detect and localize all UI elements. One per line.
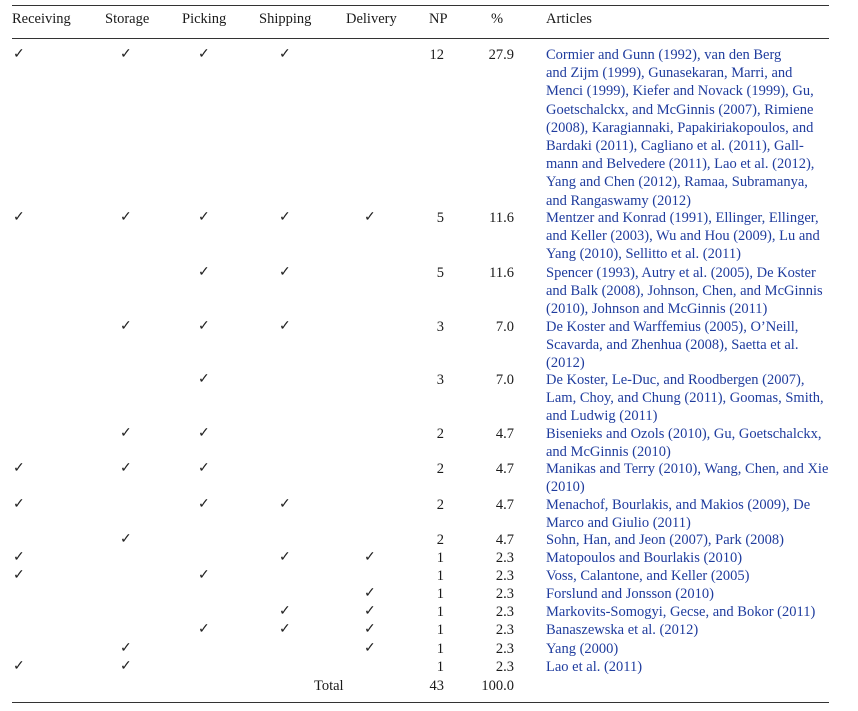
check-storage-icon: ✓ <box>120 641 132 656</box>
article-line: Lam, Choy, and Chung (2011), Goomas, Smith, <box>546 390 824 407</box>
articles-cell <box>546 264 830 319</box>
article-line: Manikas and Terry (2010), Wang, Chen, and Xie <box>546 461 829 477</box>
check-shipping-icon: ✓ <box>279 604 291 619</box>
check-receiving-icon: ✓ <box>13 497 25 512</box>
header-shipping: Shipping <box>259 11 312 27</box>
article-line: and Zijm (1999), Gunasekaran, Marri, and <box>546 65 793 82</box>
check-picking-icon: ✓ <box>198 461 210 476</box>
percent-value: 2.3 <box>495 604 514 620</box>
percent-value: 2.3 <box>495 550 514 566</box>
np-value: 1 <box>436 604 444 620</box>
check-delivery-icon: ✓ <box>364 210 376 225</box>
check-shipping-icon: ✓ <box>279 319 291 334</box>
check-storage-icon: ✓ <box>120 426 132 441</box>
np-value: 2 <box>436 426 444 442</box>
total-label: Total <box>314 678 344 694</box>
check-receiving-icon: ✓ <box>13 461 25 476</box>
article-line: Mentzer and Konrad (1991), Ellinger, Ellinger, <box>546 210 819 226</box>
np-value: 5 <box>436 265 444 281</box>
check-receiving-icon: ✓ <box>13 659 25 674</box>
check-picking-icon: ✓ <box>198 47 210 62</box>
check-delivery-icon: ✓ <box>364 550 376 565</box>
check-picking-icon: ✓ <box>198 426 210 441</box>
percent-value: 11.6 <box>489 210 514 226</box>
check-receiving-icon: ✓ <box>13 568 25 583</box>
check-storage-icon: ✓ <box>120 210 132 225</box>
articles-cell <box>546 549 830 567</box>
article-line: and Balk (2008), Johnson, Chen, and McGinnis <box>546 283 823 300</box>
article-line: Goetschalckx, and McGinnis (2007), Rimiene <box>546 101 814 118</box>
article-line: and Keller (2003), Wu and Hou (2009), Lu and <box>546 228 820 245</box>
article-line: (2010) <box>546 479 585 496</box>
articles-cell <box>546 658 830 676</box>
articles-cell <box>546 318 830 373</box>
article-line: (2008), Karagiannaki, Papakiriakopoulos, and <box>546 119 814 136</box>
total-pct: 100.0 <box>481 678 514 694</box>
header-rule <box>12 38 829 39</box>
article-line: Yang and Chen (2012), Ramaa, Subramanya, <box>546 174 808 191</box>
article-line: Cormier and Gunn (1992), van den Berg <box>546 47 782 63</box>
check-delivery-icon: ✓ <box>364 604 376 619</box>
check-picking-icon: ✓ <box>198 622 210 637</box>
header-storage: Storage <box>105 11 150 27</box>
check-shipping-icon: ✓ <box>279 265 291 280</box>
article-line: Bisenieks and Ozols (2010), Gu, Goetschalckx, <box>546 426 822 442</box>
np-value: 1 <box>436 550 444 566</box>
articles-cell <box>546 46 830 210</box>
percent-value: 2.3 <box>495 641 514 657</box>
article-line: Sohn, Han, and Jeon (2007), Park (2008) <box>546 532 785 548</box>
check-delivery-icon: ✓ <box>364 622 376 637</box>
header-np: NP <box>429 11 448 27</box>
check-picking-icon: ✓ <box>198 372 210 387</box>
header-articles: Articles <box>546 11 592 27</box>
np-value: 2 <box>436 461 444 477</box>
np-value: 1 <box>436 622 444 638</box>
percent-value: 7.0 <box>495 319 514 335</box>
articles-cell <box>546 496 830 532</box>
article-line: and Ludwig (2011) <box>546 408 658 425</box>
percent-value: 4.7 <box>495 461 514 477</box>
check-receiving-icon: ✓ <box>13 210 25 225</box>
percent-value: 11.6 <box>489 265 514 281</box>
percent-value: 2.3 <box>495 659 514 675</box>
percent-value: 2.3 <box>495 586 514 602</box>
percent-value: 4.7 <box>495 426 514 442</box>
articles-cell <box>546 425 830 461</box>
article-line: and McGinnis (2010) <box>546 444 671 461</box>
article-line: mann and Belvedere (2011), Lao et al. (2012), <box>546 156 815 173</box>
percent-value: 4.7 <box>495 532 514 548</box>
article-line: (2010), Johnson and McGinnis (2011) <box>546 301 768 318</box>
article-line: Markovits-Somogyi, Gecse, and Bokor (2011) <box>546 604 816 620</box>
check-receiving-icon: ✓ <box>13 550 25 565</box>
check-storage-icon: ✓ <box>120 659 132 674</box>
articles-cell <box>546 567 830 585</box>
np-value: 12 <box>429 47 444 63</box>
articles-cell <box>546 371 830 426</box>
articles-cell <box>546 621 830 639</box>
article-line: Yang (2010), Sellitto et al. (2011) <box>546 246 741 263</box>
check-shipping-icon: ✓ <box>279 622 291 637</box>
np-value: 1 <box>436 568 444 584</box>
check-delivery-icon: ✓ <box>364 586 376 601</box>
np-value: 3 <box>436 372 444 388</box>
header-receiving: Receiving <box>12 11 71 27</box>
check-storage-icon: ✓ <box>120 319 132 334</box>
percent-value: 4.7 <box>495 497 514 513</box>
total-np: 43 <box>429 678 444 694</box>
header-picking: Picking <box>182 11 227 27</box>
check-picking-icon: ✓ <box>198 568 210 583</box>
percent-value: 2.3 <box>495 568 514 584</box>
header-percent: % <box>491 11 504 27</box>
np-value: 3 <box>436 319 444 335</box>
articles-cell <box>546 603 830 621</box>
check-picking-icon: ✓ <box>198 497 210 512</box>
article-line: Lao et al. (2011) <box>546 659 643 675</box>
articles-cell <box>546 209 830 264</box>
percent-value: 2.3 <box>495 622 514 638</box>
header-delivery: Delivery <box>346 11 397 27</box>
article-line: Matopoulos and Bourlakis (2010) <box>546 550 743 566</box>
np-value: 1 <box>436 641 444 657</box>
check-storage-icon: ✓ <box>120 47 132 62</box>
article-line: Forslund and Jonsson (2010) <box>546 586 714 602</box>
bottom-rule <box>12 702 829 703</box>
article-line: Menachof, Bourlakis, and Makios (2009), De <box>546 497 811 513</box>
article-line: Spencer (1993), Autry et al. (2005), De Koster <box>546 265 816 281</box>
check-storage-icon: ✓ <box>120 461 132 476</box>
np-value: 2 <box>436 497 444 513</box>
np-value: 2 <box>436 532 444 548</box>
article-line: Menci (1999), Kiefer and Novack (1999), Gu, <box>546 83 814 100</box>
check-delivery-icon: ✓ <box>364 641 376 656</box>
article-line: Banaszewska et al. (2012) <box>546 622 699 638</box>
article-line: De Koster, Le-Duc, and Roodbergen (2007), <box>546 372 805 388</box>
check-storage-icon: ✓ <box>120 532 132 547</box>
article-line: Marco and Giulio (2011) <box>546 515 691 532</box>
check-picking-icon: ✓ <box>198 319 210 334</box>
np-value: 1 <box>436 586 444 602</box>
article-line: Scavarda, and Zhenhua (2008), Saetta et al. <box>546 337 799 354</box>
article-line: De Koster and Warffemius (2005), O’Neill, <box>546 319 799 335</box>
article-line: and Rangaswamy (2012) <box>546 192 691 209</box>
check-picking-icon: ✓ <box>198 210 210 225</box>
np-value: 5 <box>436 210 444 226</box>
top-rule <box>12 5 829 6</box>
articles-cell <box>546 531 830 549</box>
articles-cell <box>546 585 830 603</box>
check-picking-icon: ✓ <box>198 265 210 280</box>
article-line: Bardaki (2011), Cagliano et al. (2011), Gall- <box>546 138 804 155</box>
check-shipping-icon: ✓ <box>279 210 291 225</box>
percent-value: 27.9 <box>488 47 514 63</box>
article-line: Voss, Calantone, and Keller (2005) <box>546 568 750 584</box>
article-line: (2012) <box>546 355 585 372</box>
check-shipping-icon: ✓ <box>279 47 291 62</box>
check-shipping-icon: ✓ <box>279 550 291 565</box>
check-shipping-icon: ✓ <box>279 497 291 512</box>
articles-cell <box>546 640 830 658</box>
check-receiving-icon: ✓ <box>13 47 25 62</box>
article-line: Yang (2000) <box>546 641 619 657</box>
np-value: 1 <box>436 659 444 675</box>
percent-value: 7.0 <box>495 372 514 388</box>
articles-cell <box>546 460 830 496</box>
